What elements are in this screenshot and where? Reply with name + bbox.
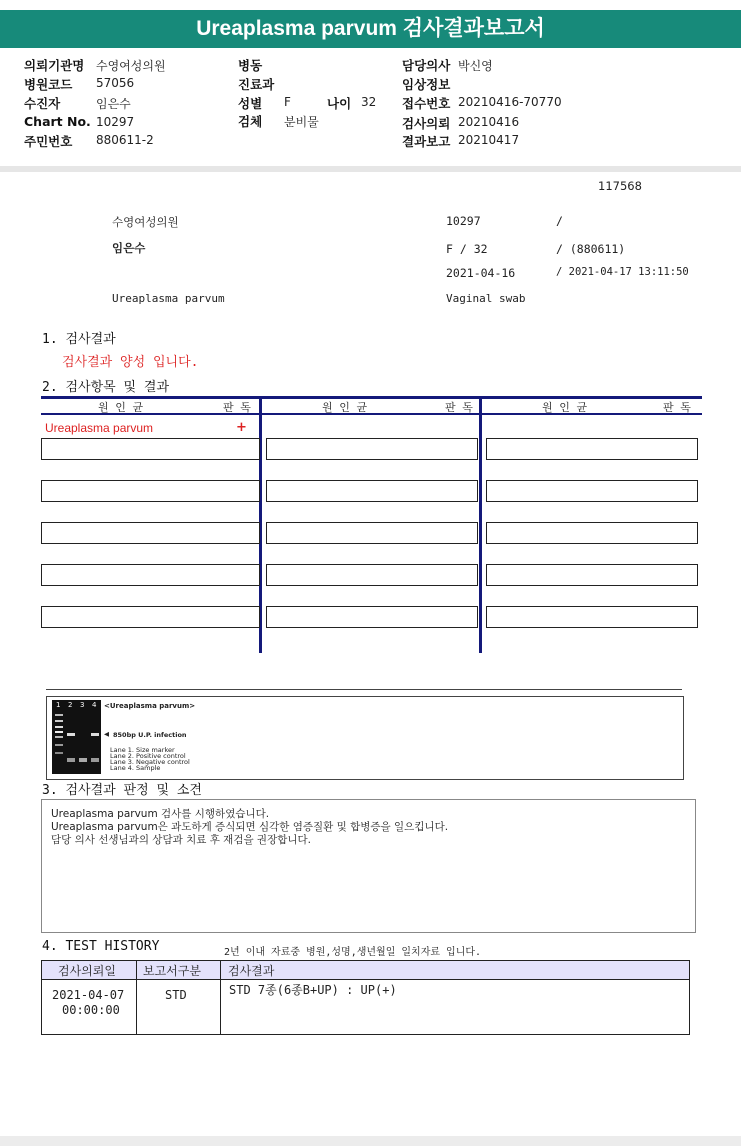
sheet-report-datetime: / 2021-04-17 13:11:50 [556, 266, 689, 278]
col-header-pathogen: 원 인 균 [542, 401, 588, 414]
result-summary: 검사결과 양성 입니다. [62, 355, 199, 370]
info-label: 검사의뢰 [402, 116, 451, 131]
history-header-result: 검사결과 [228, 964, 275, 978]
result-cell [41, 564, 260, 586]
info-value: 10297 [96, 115, 135, 129]
history-row-type: STD [165, 988, 187, 1002]
gel-band [91, 733, 99, 736]
history-row-result: STD 7종(6종B+UP) : UP(+) [229, 983, 397, 997]
gel-band [55, 736, 63, 738]
col-header-judgement: 판 독 [663, 401, 691, 414]
gel-band-arrow: ◀ [104, 730, 109, 738]
history-header-type: 보고서구분 [143, 964, 201, 978]
info-value-sex: F [284, 95, 291, 109]
column-divider [479, 399, 482, 653]
result-cell [486, 522, 698, 544]
sheet-patient: 임은수 [112, 241, 146, 255]
info-value: 임은수 [96, 97, 131, 111]
result-cell [486, 606, 698, 628]
history-header-row [41, 960, 690, 980]
history-col-divider [136, 960, 137, 1035]
gel-legend-item: Lane 3. Negative control [110, 758, 190, 766]
gel-band [91, 758, 99, 762]
info-label: 임상정보 [402, 77, 451, 92]
history-row-time: 00:00:00 [62, 1003, 120, 1017]
result-cell [41, 480, 260, 502]
gel-electrophoresis-image [52, 700, 101, 774]
section3-title: 3. 검사결과 판정 및 소견 [42, 783, 202, 798]
col-header-judgement: 판 독 [445, 401, 473, 414]
sheet-test-name: Ureaplasma parvum [112, 292, 225, 305]
gel-band [55, 752, 63, 754]
info-value: 박신영 [458, 59, 493, 73]
result-cell [266, 480, 478, 502]
gel-band [55, 731, 63, 733]
section4-title: 4. TEST HISTORY [42, 939, 160, 954]
info-label-age: 나이 [327, 96, 352, 111]
sheet-birth: / (880611) [556, 242, 626, 256]
result-cell [266, 606, 478, 628]
lane-label: 2 [68, 701, 73, 709]
info-value: 880611-2 [96, 133, 154, 147]
info-value: 수영여성의원 [96, 59, 166, 73]
result-cell [266, 564, 478, 586]
gel-band [55, 726, 63, 728]
info-label-sex: 성별 [238, 96, 263, 111]
image-top-rule [46, 689, 682, 690]
info-value: 20210416 [458, 115, 520, 129]
result-cell [41, 438, 260, 460]
opinion-line: 담당 의사 선생님과의 상담과 치료 후 재검을 권장합니다. [51, 834, 311, 846]
gel-band-label: 850bp U.P. infection [113, 731, 187, 739]
gel-band [55, 714, 63, 716]
gel-legend-item: Lane 1. Size marker [110, 746, 175, 754]
info-label: 접수번호 [402, 96, 451, 111]
gel-band [55, 744, 63, 746]
sheet-request-date: 2021-04-16 [446, 266, 516, 280]
info-label: 주민번호 [24, 134, 73, 149]
col-header-judgement: 판 독 [223, 401, 251, 414]
sheet-specimen: Vaginal swab [446, 292, 526, 305]
gel-title: <Ureaplasma parvum> [104, 702, 196, 710]
result-cell [41, 522, 260, 544]
info-label-specimen: 검체 [238, 114, 263, 129]
info-value: 20210417 [458, 133, 520, 147]
lane-label: 4 [92, 701, 97, 709]
result-item-value: + [236, 420, 247, 435]
gel-band [67, 733, 75, 736]
lane-label: 3 [80, 701, 85, 709]
info-value-age: 32 [361, 95, 377, 109]
sheet-chart: 10297 [446, 214, 481, 228]
info-label: 수진자 [24, 96, 61, 111]
section2-title: 2. 검사항목 및 결과 [42, 380, 170, 395]
report-info [0, 48, 741, 168]
sheet-slash: / [556, 214, 563, 228]
col-header-pathogen: 원 인 균 [98, 401, 144, 414]
result-cell [266, 438, 478, 460]
gel-legend-item: Lane 2. Positive control [110, 752, 186, 760]
info-value-specimen: 분비물 [284, 115, 319, 129]
result-cell [486, 564, 698, 586]
result-cell [41, 606, 260, 628]
col-header-pathogen: 원 인 균 [322, 401, 368, 414]
info-label: 병원코드 [24, 77, 73, 92]
result-cell [486, 438, 698, 460]
result-cell [486, 480, 698, 502]
info-label: Chart No. [24, 114, 91, 129]
gel-band [67, 758, 75, 762]
bottom-band [0, 1136, 741, 1146]
sheet-hospital: 수영여성의원 [112, 215, 179, 229]
info-label: 담당의사 [402, 58, 451, 73]
gel-band [79, 758, 87, 762]
info-value: 20210416-70770 [458, 95, 562, 109]
history-col-divider [220, 960, 221, 1035]
info-label-ward: 병동 [238, 58, 263, 73]
report-title: Ureaplasma parvum 검사결과보고서 [196, 17, 545, 40]
result-item-name: Ureaplasma parvum [45, 421, 154, 435]
info-label: 의뢰기관명 [24, 58, 85, 73]
history-header-date: 검사의뢰일 [58, 964, 116, 978]
sheet-sex-age: F / 32 [446, 242, 488, 256]
gel-legend-item: Lane 4. Sample [110, 764, 161, 772]
history-row-date: 2021-04-07 [52, 988, 125, 1002]
info-value: 57056 [96, 76, 135, 90]
info-label: 결과보고 [402, 134, 451, 149]
lane-label: 1 [56, 701, 61, 709]
info-label-dept: 진료과 [238, 77, 275, 92]
result-cell [266, 522, 478, 544]
history-note: 2년 이내 자료중 병원,성명,생년월일 일치자료 입니다. [224, 947, 482, 958]
section1-title: 1. 검사결과 [42, 332, 116, 347]
separator [0, 166, 741, 172]
sheet-code: 117568 [598, 179, 642, 193]
gel-band [55, 720, 63, 722]
opinion-line: Ureaplasma parvum 검사를 시행하였습니다. [51, 808, 270, 820]
opinion-line: Ureaplasma parvum은 과도하게 증식되면 심각한 염증질환 및 합병증을 일으킵니다. [51, 821, 449, 833]
